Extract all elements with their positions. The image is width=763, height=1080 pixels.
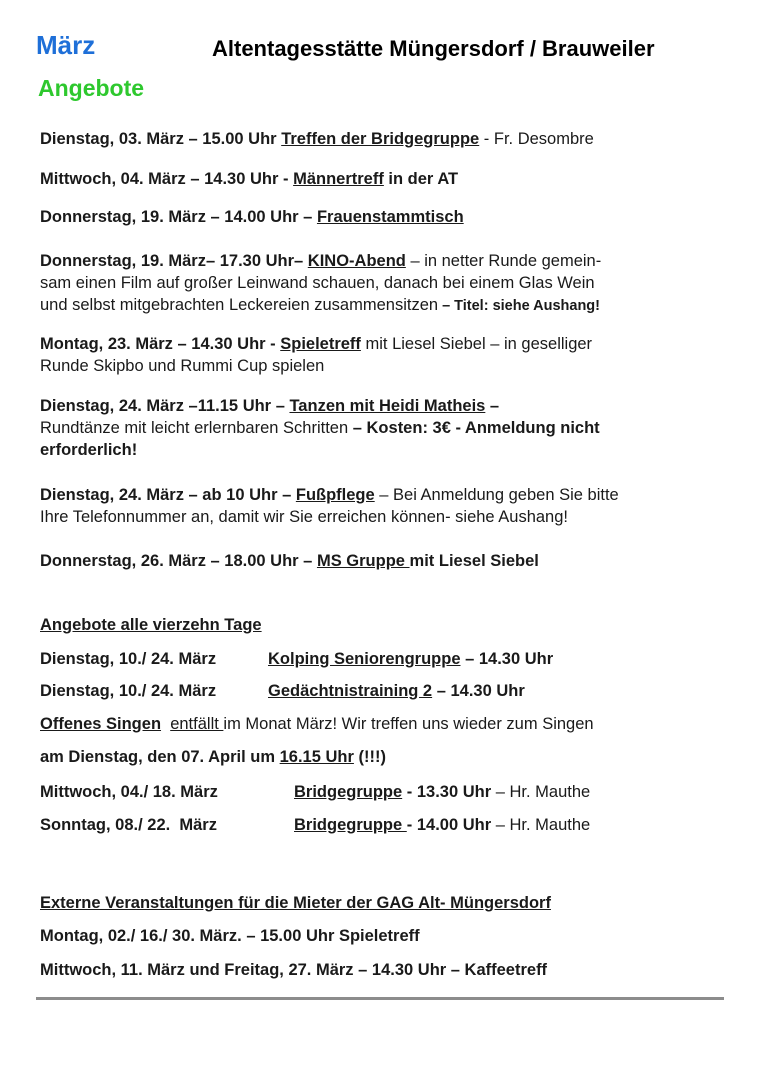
- event-detail-line: sam einen Film auf großer Leinwand schauen, danach bei einem Glas Wein: [40, 274, 595, 292]
- row-activity: [294, 781, 590, 803]
- event-detail-line: Ihre Telefonnummer an, damit wir Sie erreichen können- siehe Aushang!: [40, 508, 568, 526]
- row-date: Dienstag, 10./ 24. März: [40, 682, 217, 700]
- event-line: [40, 484, 619, 506]
- biweekly-row: [40, 680, 720, 702]
- event-line: [40, 395, 499, 417]
- event-note: erforderlich!: [40, 441, 138, 459]
- biweekly-row: [40, 781, 720, 803]
- singing-date-line: [40, 746, 386, 768]
- external-event-line: Mittwoch, 11. März und Freitag, 27. März – 14.30 Uhr – Kaffeetreff: [40, 961, 548, 979]
- biweekly-row: [40, 814, 720, 836]
- row-activity: [268, 680, 525, 702]
- row-title: Kolping Seniorengruppe: [268, 650, 461, 668]
- row-activity: [294, 814, 590, 836]
- event-title: Tanzen mit Heidi Matheis: [289, 397, 486, 415]
- singing-date: am Dienstag, den 07. April um: [40, 748, 280, 766]
- event-date: Dienstag, 24. März – ab 10 Uhr –: [40, 486, 296, 504]
- row-date: Mittwoch, 04./ 18. März: [40, 783, 218, 801]
- biweekly-heading: Angebote alle vierzehn Tage: [40, 616, 262, 634]
- event-title: MS Gruppe: [316, 552, 410, 570]
- event-detail: - Fr. Desombre: [479, 130, 594, 148]
- singing-line: [40, 713, 594, 735]
- event-detail: mit Liesel Siebel: [409, 552, 539, 570]
- event-line: [40, 128, 594, 150]
- row-time: - 14.00 Uhr: [406, 816, 492, 834]
- biweekly-row: [40, 648, 720, 670]
- event-date: Donnerstag, 26. März – 18.00 Uhr –: [40, 552, 317, 570]
- event-title: Männertreff: [293, 170, 384, 188]
- event-line: [40, 250, 601, 272]
- singing-status: entfällt: [170, 715, 224, 733]
- event-detail: Rundtänze mit leicht erlernbaren Schritten: [40, 419, 349, 437]
- singing-time: 16.15 Uhr: [279, 748, 354, 766]
- external-event-line: Montag, 02./ 16./ 30. März. – 15.00 Uhr Spieletreff: [40, 927, 420, 945]
- singing-title: Offenes Singen: [40, 715, 162, 733]
- month-title: März: [36, 30, 96, 60]
- row-host: – Hr. Mauthe: [491, 816, 591, 834]
- event-line: [40, 550, 539, 572]
- event-title: Frauenstammtisch: [316, 208, 464, 226]
- event-detail: –: [485, 397, 500, 415]
- event-detail: und selbst mitgebrachten Leckereien zusammensitzen: [40, 296, 439, 314]
- event-date: Donnerstag, 19. März– 17.30 Uhr–: [40, 252, 308, 270]
- event-detail-line: [40, 294, 600, 317]
- event-detail-line: Runde Skipbo und Rummi Cup spielen: [40, 357, 325, 375]
- event-title: Spieletreff: [280, 335, 361, 353]
- event-date: Dienstag, 24. März –11.15 Uhr –: [40, 397, 290, 415]
- event-line: [40, 206, 464, 228]
- offers-heading: Angebote: [38, 75, 145, 101]
- row-title: Gedächtnistraining 2: [268, 682, 433, 700]
- event-line: [40, 333, 592, 355]
- bottom-divider: [36, 997, 724, 1000]
- row-activity: [268, 648, 553, 670]
- event-date: Mittwoch, 04. März – 14.30 Uhr -: [40, 170, 294, 188]
- event-title: Treffen der Bridgegruppe: [281, 130, 480, 148]
- event-note: – Kosten: 3€ - Anmeldung nicht: [348, 419, 600, 437]
- event-detail-line: [40, 417, 600, 439]
- event-line: [40, 168, 458, 190]
- organization-title: Altentagesstätte Müngersdorf / Brauweiler: [212, 36, 655, 61]
- row-time: – 14.30 Uhr: [432, 682, 525, 700]
- row-date: Dienstag, 10./ 24. März: [40, 650, 217, 668]
- event-detail: – in netter Runde gemein-: [405, 252, 602, 270]
- event-detail: in der AT: [383, 170, 459, 188]
- singing-detail: im Monat März! Wir treffen uns wieder zum Singen: [223, 715, 594, 733]
- row-title: Bridgegruppe: [294, 816, 407, 834]
- event-detail: mit Liesel Siebel – in geselliger: [360, 335, 593, 353]
- event-note: – Titel: siehe Aushang!: [438, 298, 600, 314]
- singing-note: (!!!): [353, 748, 386, 766]
- row-time: - 13.30 Uhr: [402, 783, 492, 801]
- event-title: Fußpflege: [295, 486, 375, 504]
- event-date: Montag, 23. März – 14.30 Uhr -: [40, 335, 281, 353]
- external-heading: Externe Veranstaltungen für die Mieter der GAG Alt- Müngersdorf: [40, 894, 551, 912]
- event-date: Dienstag, 03. März – 15.00 Uhr: [40, 130, 282, 148]
- event-detail: – Bei Anmeldung geben Sie bitte: [374, 486, 619, 504]
- row-time: – 14.30 Uhr: [460, 650, 554, 668]
- event-date: Donnerstag, 19. März – 14.00 Uhr –: [40, 208, 317, 226]
- row-title: Bridgegruppe: [294, 783, 403, 801]
- row-date: Sonntag, 08./ 22. März: [40, 816, 217, 834]
- event-title: KINO-Abend: [307, 252, 406, 270]
- row-host: – Hr. Mauthe: [491, 783, 591, 801]
